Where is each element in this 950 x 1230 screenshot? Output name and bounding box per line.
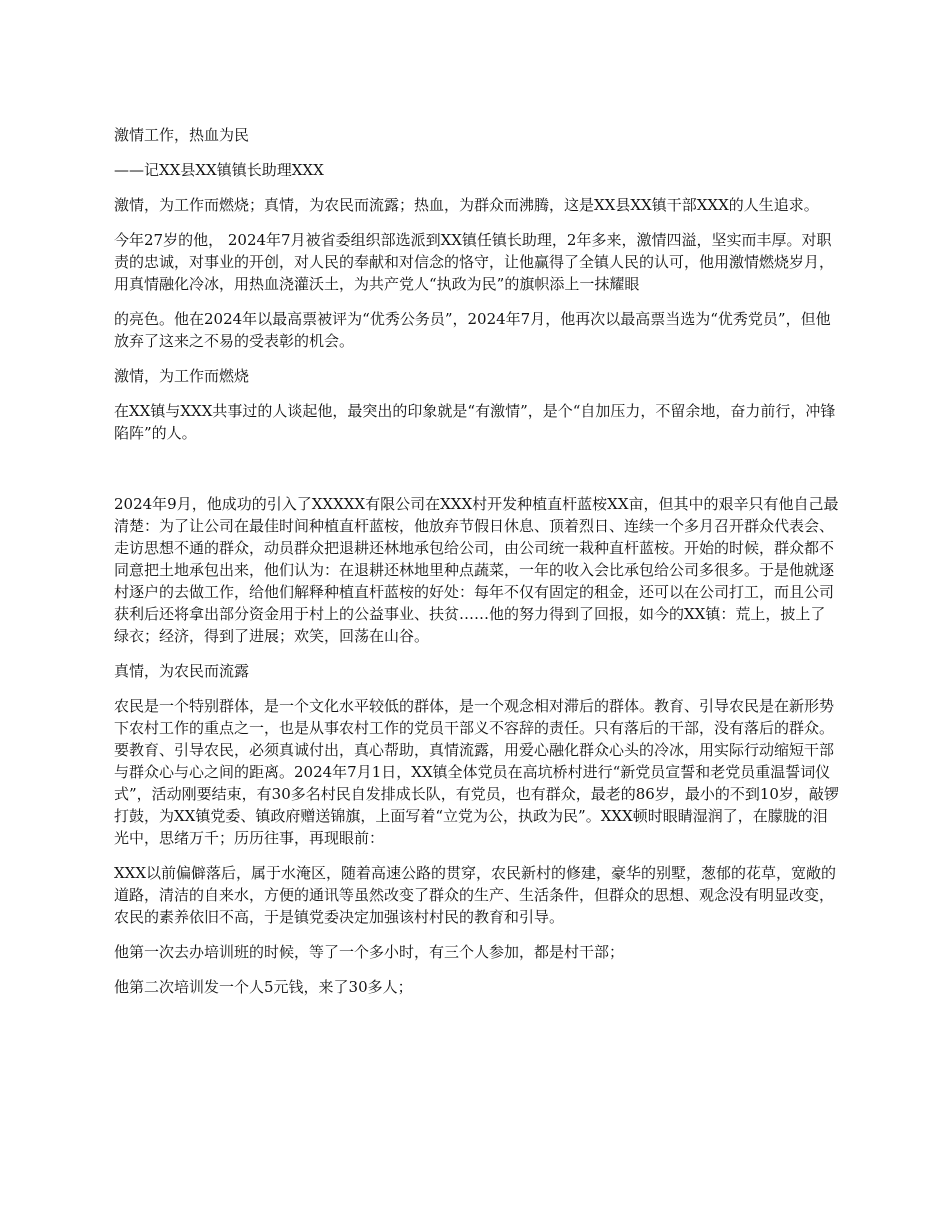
section-heading-passion: 激情，为工作而燃烧 [114,367,250,385]
paragraph-second-training: 他第二次培训发一个人5元钱，来了30多人； [114,978,413,996]
paragraph-colleague-impression: 在XX镇与XXX共事过的人谈起他，最突出的印象就是“有激情”，是个“自加压力，不留余地，奋力前行，冲锋陷阵”的人。 [114,402,836,442]
section-gap [114,457,840,493]
paragraph-eucalyptus-project: 2024年9月，他成功的引入了XXXXX有限公司在XXX村开发种植直杆蓝桉XX亩，但其中的艰辛只有他自己最清楚：为了让公司在最佳时间种植直杆蓝桉，他放弃节假日休息、顶着烈日、连续一个多月召开群众代表会、走访思想不通的群众，动员群众把退耕还林地承包给公司，由公司统一栽种直杆蓝桉。开始的时候，群众都不同意把土地承包出来，他们认为：在退耕还林地里种点蔬菜，一年的收入会比承包给公司多很多。于是他就逐村逐户的去做工作，给他们解释种植直杆蓝桉的好处：每年不仅有固定的租金，还可以在公司打工，而且公司获利后还将拿出部分资金用于村上的公益事业、扶贫……他的努力得到了回报，如今的XX镇：荒上，披上了绿衣；经济，得到了进展；欢笑，回荡在山谷。 [114,495,839,645]
paragraph-intro: 激情，为工作而燃烧；真情，为农民而流露；热血，为群众而沸腾，这是XX县XX镇干部XXX的人生追求。 [114,196,819,214]
document-subtitle: ——记XX县XX镇镇长助理XXX [114,161,324,179]
paragraph-farmer-education: 农民是一个特别群体，是一个文化水平较低的群体，是一个观念相对滞后的群体。教育、引导农民是在新形势下农村工作的重点之一，也是从事农村工作的党员干部义不容辞的责任。只有落后的干部，没有落后的群众。要教育、引导农民，必须真诚付出，真心帮助，真情流露，用爱心融化群众心头的冷冰，用实际行动缩短干部与群众心与心之间的距离。2024年7月1日，XX镇全体党员在高坑桥村进行“新党员宣誓和老党员重温誓词仪式”，活动刚要结束，有30多名村民自发排成长队，有党员，也有群众，最老的86岁，最小的不到10岁，敲锣打鼓，为XX镇党委、镇政府赠送锦旗，上面写着“立党为公，执政为民”。XXX顿时眼睛湿润了，在朦胧的泪光中，思绪万千；历历往事，再现眼前： [114,697,839,847]
section-heading-sincerity: 真情，为农民而流露 [114,662,250,680]
paragraph-background: 今年27岁的他， 2024年7月被省委组织部选派到XX镇任镇长助理，2年多来，激情四溢，坚实而丰厚。对职责的忠诚，对事业的开创，对人民的奉献和对信念的恪守，让他赢得了全镇人民的认可，他用激情燃烧岁月，用真情融化冷冰，用热血浇灌沃土，为共产党人“执政为民”的旗帜添上一抹耀眼 [114,231,835,293]
document-page [114,124,840,1011]
document-title: 激情工作，热血为民 [114,126,250,144]
paragraph-honors: 的亮色。他在2024年以最高票被评为“优秀公务员”，2024年7月，他再次以最高票当选为“优秀党员”，但他放弃了这来之不易的受表彰的机会。 [114,310,831,350]
paragraph-first-training: 他第一次去办培训班的时候，等了一个多小时，有三个人参加，都是村干部； [114,943,625,961]
paragraph-village-history: XXX以前偏僻落后，属于水淹区，随着高速公路的贯穿，农民新村的修建，豪华的别墅，葱郁的花草，宽敞的道路，清洁的自来水，方便的通讯等虽然改变了群众的生产、生活条件，但群众的思想、观念没有明显改变，农民的素养依旧不高，于是镇党委决定加强该村村民的教育和引导。 [114,864,837,926]
